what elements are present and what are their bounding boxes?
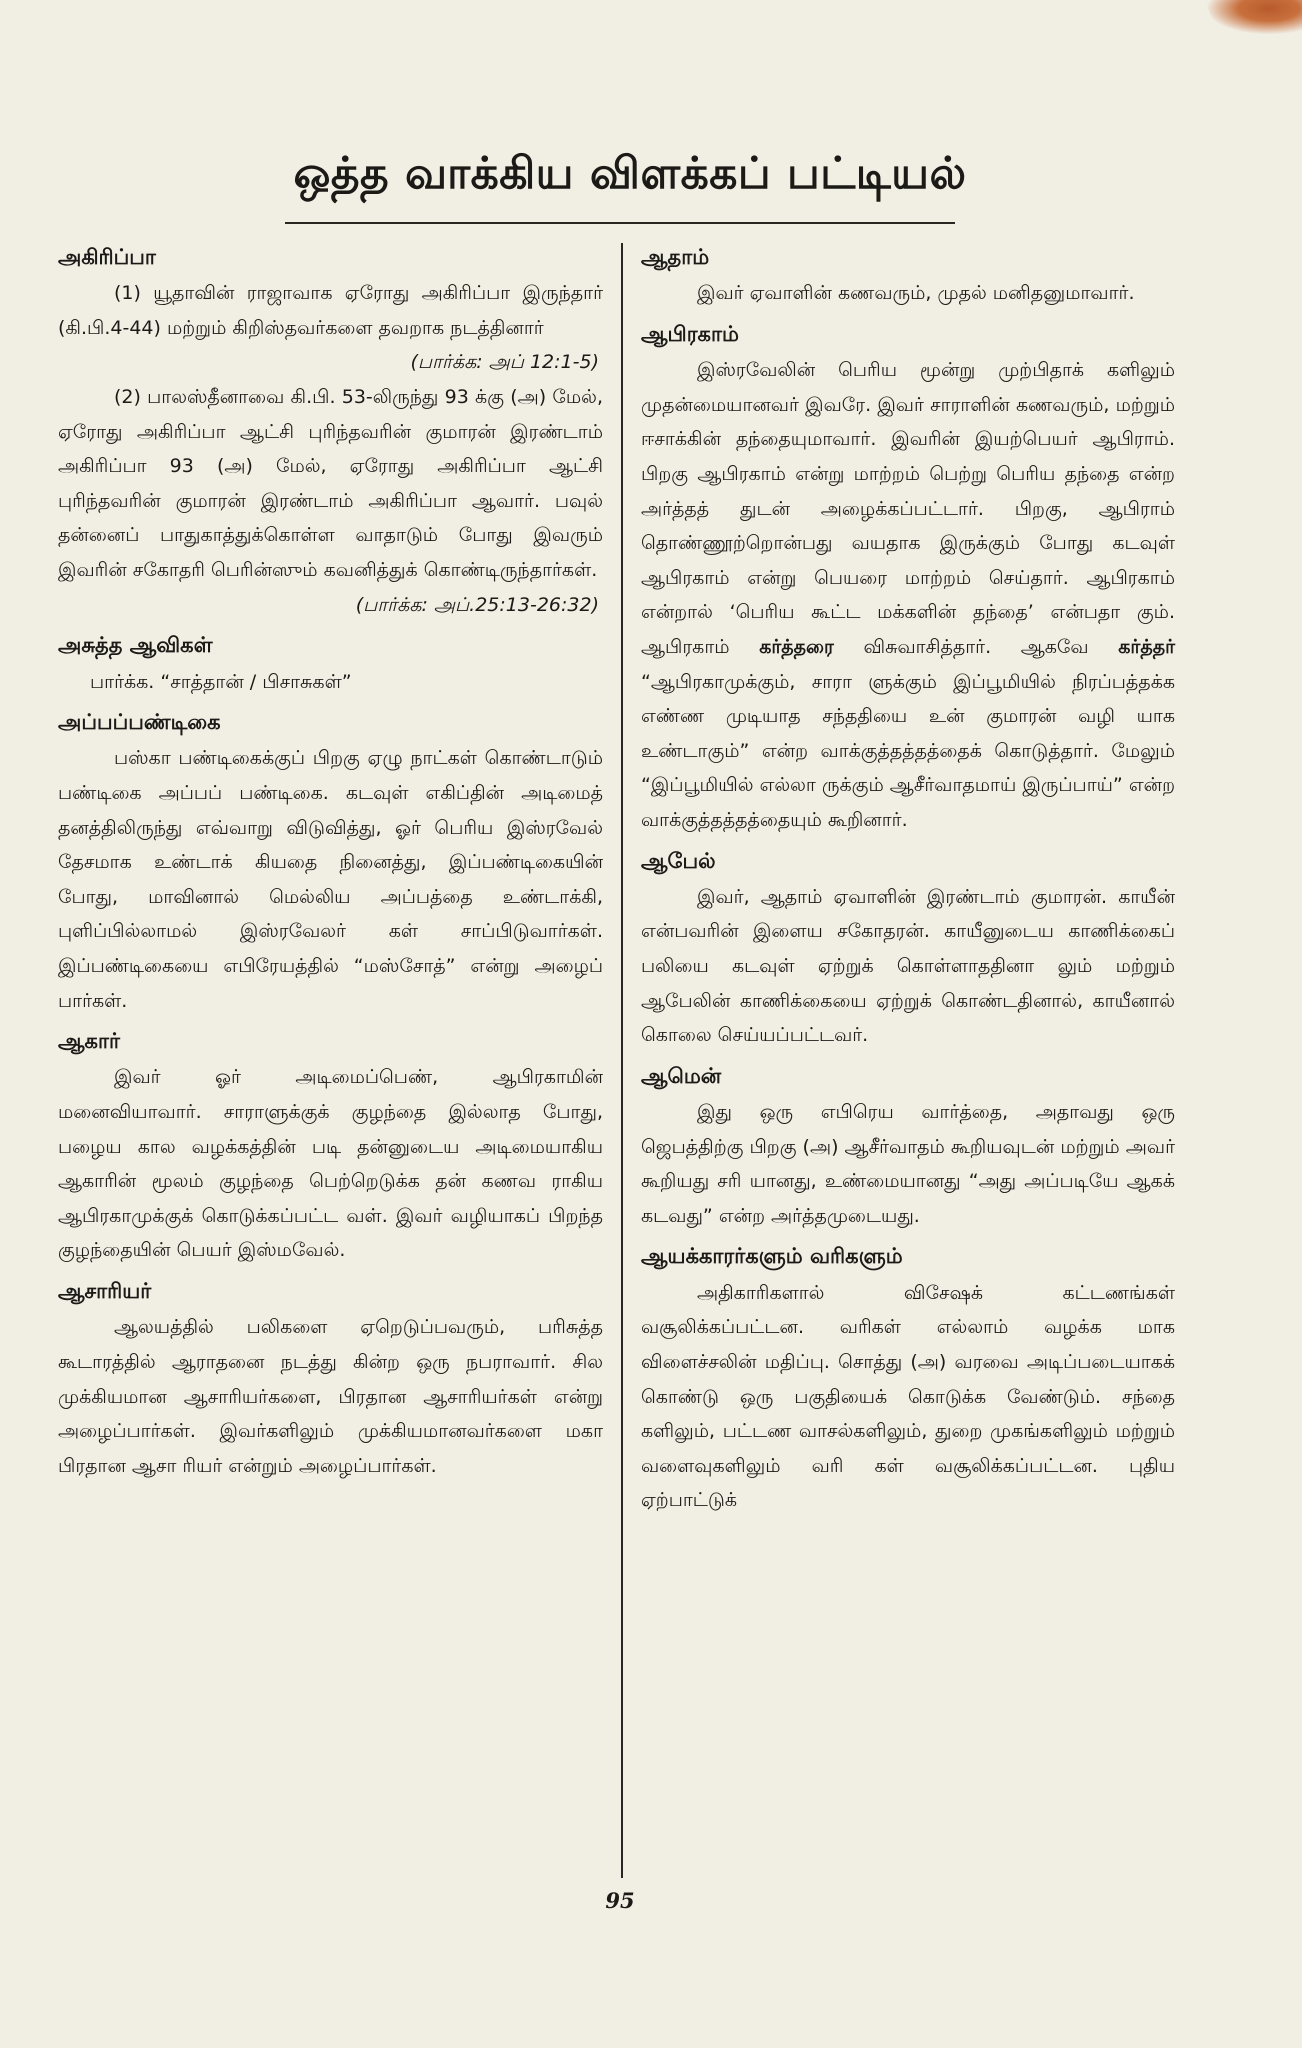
left-column	[58, 244, 603, 1493]
bold-term: கர்த்தரை	[759, 635, 834, 658]
entry-text: இவர் ஏவாளின் கணவரும், முதல் மனிதனுமாவார்.	[697, 282, 1135, 305]
entry-heading: ஆகார்	[58, 1029, 120, 1054]
entry-text	[641, 353, 1175, 837]
glossary-entry-hagar	[58, 1028, 603, 1268]
scripture-reference: (பார்க்க: அப்.25:13-26:32)	[355, 593, 599, 616]
entry-heading: அசுத்த ஆவிகள்	[58, 633, 213, 658]
entry-heading: ஆபிரகாம்	[641, 321, 739, 346]
glossary-entry-agrippa	[58, 244, 603, 622]
see-also-reference: பார்க்க. “சாத்தான் / பிசாசுகள்”	[90, 670, 352, 693]
glossary-entry-abel	[641, 848, 1175, 1053]
text-segment: “ஆபிரகாமுக்கும், சாரா ளுக்கும் இப்பூமியில் நிரப்பத்தக்க எண்ண முடியாத சந்ததியை உன் குமாரன் வழி யாக உண்டாகும்” என்ற வாக்குத்தத்தத்தைக் கொடுத்தார். மேலும் “இப்பூமியில் எல்லா ருக்கும் ஆசீர்வாதமாய் இருப்பாய்” என்ற வாக்குத்தத்தத்தையும் கூறினார்.	[641, 670, 1175, 831]
entry-text: (2) பாலஸ்தீனாவை கி.பி. 53-லிருந்து 93 க்கு (அ) மேல், ஏரோது அகிரிப்பா ஆட்சி புரிந்தவரின் குமாரன் இரண்டாம் அகிரிப்பா 93 (அ) மேல், ஏரோது அகிரிப்பா ஆட்சி புரிந்தவரின் குமாரன் இரண்டாம் அகிரிப்பா ஆவார். பவுல் தன்னைப் பாதுகாத்துக்கொள்ள வாதாடும் போது இவரும் இவரின் சகோதரி பெரின்ஸும் கவனித்துக் கொண்டிருந்தார்கள்.	[58, 386, 603, 582]
column-divider	[621, 243, 623, 1878]
bold-term: கர்த்தர்	[1118, 635, 1175, 658]
entry-text: இது ஒரு எபிரெய வார்த்தை, அதாவது ஒரு ஜெபத்திற்கு பிறகு (அ) ஆசீர்வாதம் கூறியவுடன் மற்றும் அவர் கூறியது சரி யானது, உண்மையானது “அது அப்படியே ஆகக் கடவது” என்ற அர்த்தமுடையது.	[641, 1101, 1175, 1227]
glossary-entry-amen	[641, 1063, 1175, 1234]
page-title: ஒத்த வாக்கிய விளக்கப் பட்டியல்	[293, 148, 967, 199]
text-segment: விசுவாசித்தார். ஆகவே	[833, 635, 1119, 658]
entry-text: ஆலயத்தில் பலிகளை ஏறெடுப்பவரும், பரிசுத்த கூடாரத்தில் ஆராதனை நடத்து கின்ற ஒரு நபராவார். சில முக்கியமான ஆசாரியர்களை, பிரதான ஆசாரியர்கள் என்று அழைப்பார்கள். இவர்களிலும் முக்கியமானவர்களை மகா பிரதான ஆசா ரியர் என்றும் அழைப்பார்கள்.	[58, 1316, 603, 1477]
text-segment: இஸ்ரவேலின் பெரிய மூன்று முற்பிதாக் களிலும் முதன்மையானவர் இவரே. இவர் சாராளின் கணவரும், மற்றும் ஈசாக்கின் தந்தையுமாவார். இவரின் இயற்பெயர் ஆபிராம். பிறகு ஆபிரகாம் என்று மாற்றம் பெற்று பெரிய தந்தை என்ற அர்த்தத் துடன் அழைக்கப்பட்டார். பிறகு, ஆபிராம் தொண்ணூற்றொன்பது வயதாக இருக்கும் போது கடவுள் ஆபிரகாம் என்று பெயரை மாற்றம் செய்தார். ஆபிரகாம் என்றால் ‘பெரிய கூட்ட மக்களின் தந்தை’ என்பதா கும். ஆபிரகாம்	[641, 359, 1175, 658]
scripture-reference: (பார்க்க: அப் 12:1-5)	[410, 351, 599, 374]
glossary-entry-tax-collectors	[641, 1243, 1175, 1517]
glossary-entry-adam	[641, 244, 1175, 311]
right-column	[641, 244, 1175, 1528]
entry-text: (1) யூதாவின் ராஜாவாக ஏரோது அகிரிப்பா இருந்தார் (கி.பி.4-44) மற்றும் கிறிஸ்தவர்களை தவறாக நடத்தினார்	[58, 282, 603, 339]
title-underline	[285, 222, 955, 224]
entry-heading: ஆபேல்	[641, 848, 716, 873]
entry-heading: ஆமென்	[641, 1063, 722, 1088]
glossary-entry-unleavened-bread	[58, 709, 603, 1018]
entry-heading: ஆதாம்	[641, 245, 710, 269]
entry-text: பஸ்கா பண்டிகைக்குப் பிறகு ஏழு நாட்கள் கொண்டாடும் பண்டிகை அப்பப் பண்டிகை. கடவுள் எகிப்தின் அடிமைத் தனத்திலிருந்து எவ்வாறு விடுவித்து, ஓர் பெரிய இஸ்ரவேல் தேசமாக உண்டாக் கியதை நினைத்து, இப்பண்டிகையின் போது, மாவினால் மெல்லிய அப்பத்தை உண்டாக்கி, புளிப்பில்லாமல் இஸ்ரவேலர் கள் சாப்பிடுவார்கள். இப்பண்டிகையை எபிரேயத்தில் “மஸ்சோத்” என்று அழைப் பார்கள்.	[58, 747, 603, 1012]
entry-heading: ஆசாரியர்	[58, 1279, 152, 1304]
entry-heading: அப்பப்பண்டிகை	[58, 710, 221, 735]
entry-heading: ஆயக்காரர்களும் வரிகளும்	[641, 1244, 903, 1269]
entry-heading: அகிரிப்பா	[58, 245, 156, 269]
glossary-entry-unclean-spirits	[58, 632, 603, 699]
entry-text: இவர், ஆதாம் ஏவாளின் இரண்டாம் குமாரன். காயீன் என்பவரின் இளைய சகோதரன். காயீனுடைய காணிக்கைப் பலியை கடவுள் ஏற்றுக் கொள்ளாததினா லும் மற்றும் ஆபேலின் காணிக்கையை ஏற்றுக் கொண்டதினால், காயீனால் கொலை செய்யப்பட்டவர்.	[641, 885, 1175, 1047]
page-number: 95	[605, 1888, 635, 1913]
page-corner-stain	[1207, 0, 1302, 34]
entry-text: இவர் ஓர் அடிமைப்பெண், ஆபிரகாமின் மனைவியாவார். சாராளுக்குக் குழந்தை இல்லாத போது, பழைய கால வழக்கத்தின் படி தன்னுடைய அடிமையாகிய ஆகாரின் மூலம் குழந்தை பெற்றெடுக்க தன் கணவ ராகிய ஆபிரகாமுக்குக் கொடுக்கப்பட்ட வள். இவர் வழியாகப் பிறந்த குழந்தையின் பெயர் இஸ்மவேல்.	[58, 1066, 603, 1262]
glossary-entry-priest	[58, 1278, 603, 1483]
glossary-entry-abraham	[641, 321, 1175, 838]
entry-text: அதிகாரிகளால் விசேஷக் கட்டணங்கள் வசூலிக்கப்பட்டன. வரிகள் எல்லாம் வழக்க மாக விளைச்சலின் மதிப்பு. சொத்து (அ) வரவை அடிப்படையாகக் கொண்டு ஒரு பகுதியைக் கொடுக்க வேண்டும். சந்தை களிலும், பட்டண வாசல்களிலும், துறை முகங்களிலும் மற்றும் வளைவுகளிலும் வரி கள் வசூலிக்கப்பட்டன. புதிய ஏற்பாட்டுக்	[641, 1281, 1175, 1512]
